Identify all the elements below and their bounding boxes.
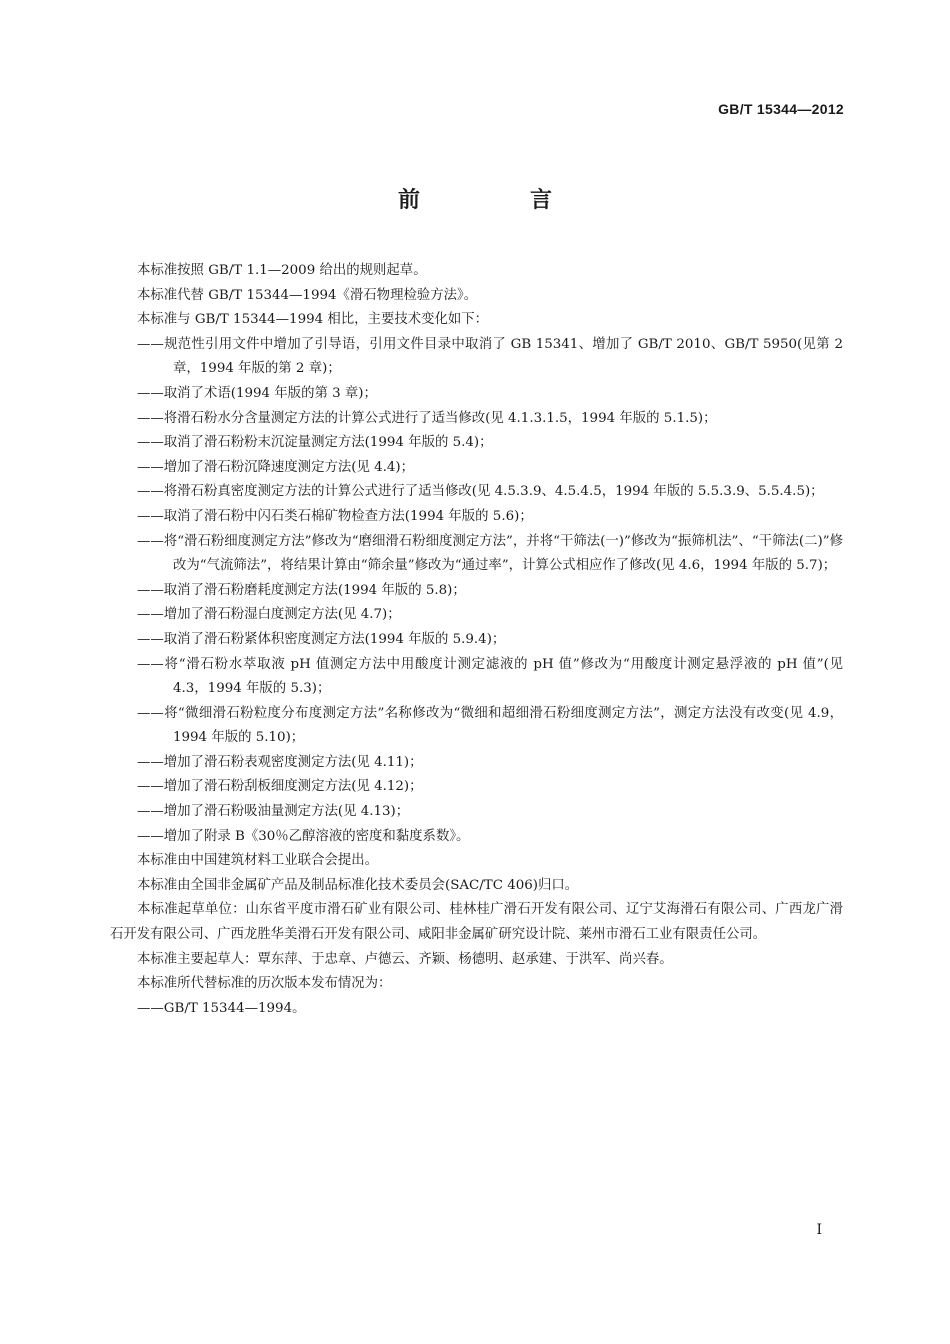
list-item: ——GB/T 15344—1994。	[137, 1000, 306, 1016]
page-number: I	[816, 1222, 822, 1238]
list-item: ——增加了滑石粉表观密度测定方法(见 4.11)；	[137, 754, 423, 770]
paragraph: 本标准所代替标准的历次版本发布情况为：	[137, 976, 392, 992]
list-item: ——取消了滑石粉粉末沉淀量测定方法(1994 年版的 5.4)；	[137, 435, 493, 451]
list-item: ——增加了滑石粉沉降速度测定方法(见 4.4)；	[137, 459, 415, 475]
paragraph: 本标准代替 GB/T 15344—1994《滑石物理检验方法》。	[137, 287, 478, 303]
paragraph: 本标准与 GB/T 15344—1994 相比，主要技术变化如下：	[137, 312, 489, 328]
list-item: ——取消了术语(1994 年版的第 3 章)；	[137, 385, 377, 401]
paragraph: 本标准由全国非金属矿产品及制品标准化技术委员会(SAC/TC 406)归口。	[137, 877, 579, 893]
list-item: ——增加了附录 B《30％乙醇溶液的密度和黏度系数》。	[137, 828, 470, 844]
standard-number: GB/T 15344—2012	[718, 101, 844, 117]
list-item: ——增加了滑石粉吸油量测定方法(见 4.13)；	[137, 804, 410, 820]
list-item: ——取消了滑石粉磨耗度测定方法(1994 年版的 5.8)；	[137, 582, 466, 598]
paragraph: 本标准起草单位：山东省平度市滑石矿业有限公司、桂林桂广滑石开发有限公司、辽宁艾海滑石有限公司、广西龙广滑石开发有限公司、广西龙胜华美滑石开发有限公司、咸阳非金属矿研究设计院、莱州市滑石工业有限责任公司。	[110, 902, 843, 943]
list-item: ——将滑石粉真密度测定方法的计算公式进行了适当修改(见 4.5.3.9、4.5.4.5，1994 年版的 5.5.3.9、5.5.4.5)；	[137, 484, 824, 500]
list-item: ——将“滑石粉细度测定方法”修改为“磨细滑石粉细度测定方法”，并将“干筛法(一)”修改为“振筛机法”、“干筛法(二)”修改为“气流筛法”，将结果计算由“筛余量”修改为“通过率”，计算公式相应作了修改(见 4.6，1994 年版的 5.7)；	[137, 533, 843, 574]
paragraph: 本标准主要起草人：覃东萍、于忠章、卢德云、齐颖、杨德明、赵承建、于洪军、尚兴春。	[137, 951, 673, 967]
list-item: ——规范性引用文件中增加了引导语，引用文件目录中取消了 GB 15341、增加了 GB/T 2010、GB/T 5950(见第 2 章，1994 年版的第 2 章)；	[137, 336, 843, 377]
list-item: ——增加了滑石粉湿白度测定方法(见 4.7)；	[137, 607, 401, 623]
list-item: ——增加了滑石粉刮板细度测定方法(见 4.12)；	[137, 779, 423, 795]
page-title: 前 言	[397, 188, 596, 213]
paragraph: 本标准由中国建筑材料工业联合会提出。	[137, 853, 379, 869]
list-item: ——将滑石粉水分含量测定方法的计算公式进行了适当修改(见 4.1.3.1.5，1994 年版的 5.1.5)；	[137, 410, 717, 426]
preface-body	[110, 259, 843, 1021]
list-item: ——取消了滑石粉中闪石类石棉矿物检查方法(1994 年版的 5.6)；	[137, 508, 533, 524]
list-item: ——取消了滑石粉紧体积密度测定方法(1994 年版的 5.9.4)；	[137, 631, 506, 647]
paragraph: 本标准按照 GB/T 1.1—2009 给出的规则起草。	[137, 263, 427, 278]
list-item: ——将“微细滑石粉粒度分布度测定方法”名称修改为“微细和超细滑石粉细度测定方法”，测定方法没有改变(见 4.9，1994 年版的 5.10)；	[137, 705, 843, 746]
list-item: ——将“滑石粉水萃取液 pH 值测定方法中用酸度计测定滤液的 pH 值”修改为“用酸度计测定悬浮液的 pH 值”(见 4.3，1994 年版的 5.3)；	[137, 656, 843, 697]
